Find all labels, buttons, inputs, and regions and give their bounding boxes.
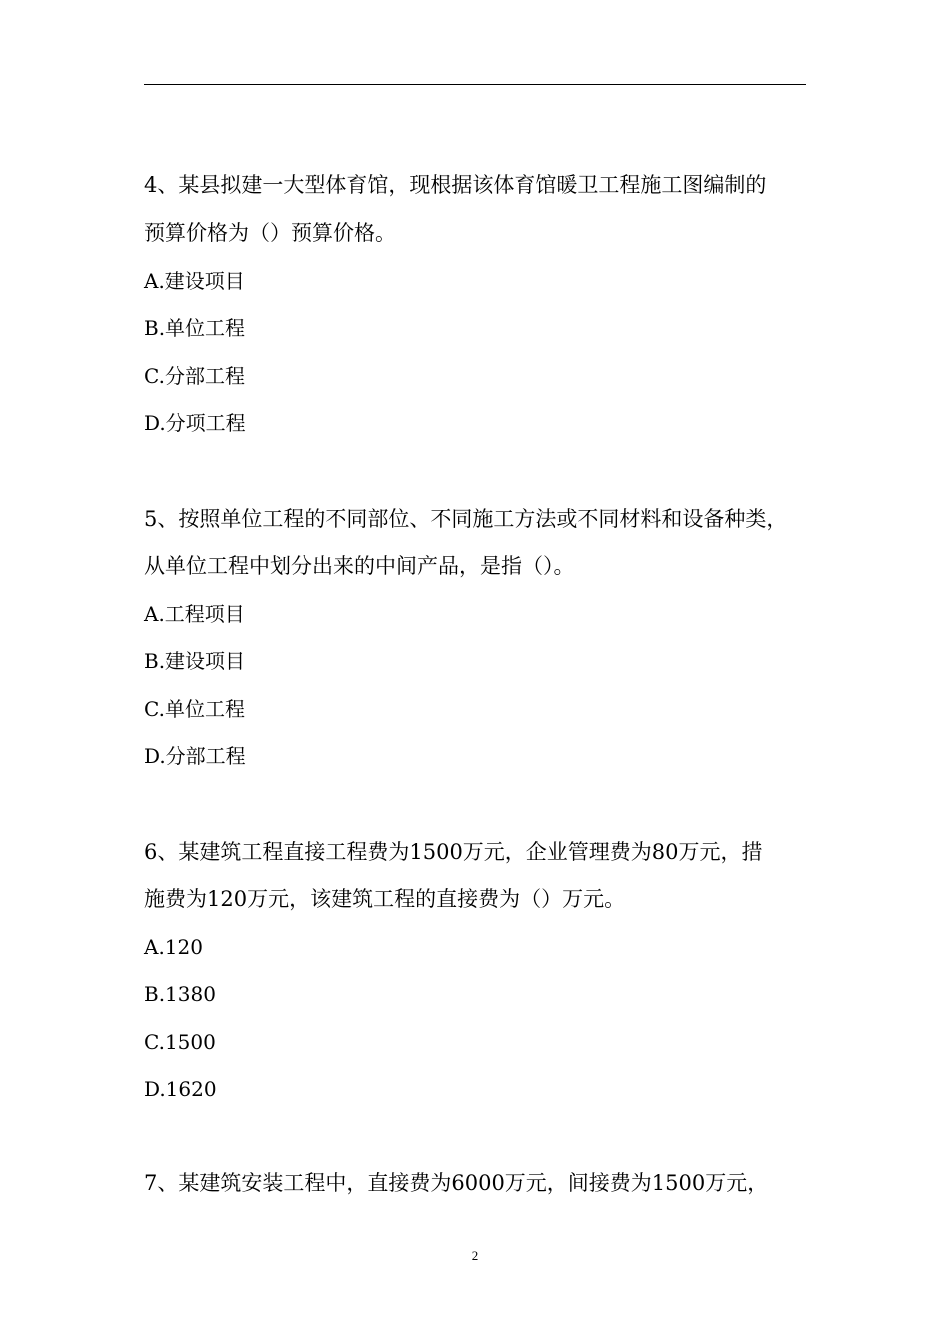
question-4-line-1: 4、某县拟建一大型体育馆，现根据该体育馆暖卫工程施工图编制的 — [144, 173, 767, 197]
question-5-option-b: B.建设项目 — [144, 649, 246, 673]
question-4-option-a: A.建设项目 — [144, 269, 245, 293]
question-6-line-1: 6、某建筑工程直接工程费为1500万元，企业管理费为80万元，措 — [144, 840, 763, 864]
question-6-option-b: B.1380 — [144, 982, 216, 1006]
question-5-option-c: C.单位工程 — [144, 697, 245, 721]
question-5-line-1: 5、按照单位工程的不同部位、不同施工方法或不同材料和设备种类， — [144, 507, 788, 531]
question-6-option-d: D.1620 — [144, 1077, 217, 1101]
question-5-option-a: A.工程项目 — [144, 602, 245, 626]
question-4-option-d: D.分项工程 — [144, 411, 246, 435]
header-rule — [144, 84, 806, 85]
question-6-line-2: 施费为120万元，该建筑工程的直接费为（）万元。 — [144, 887, 626, 911]
question-5-option-d: D.分部工程 — [144, 744, 246, 768]
page-number: 2 — [471, 1248, 479, 1263]
question-4-option-c: C.分部工程 — [144, 364, 245, 388]
question-7-line-1: 7、某建筑安装工程中，直接费为6000万元，间接费为1500万元， — [144, 1171, 769, 1195]
question-4-option-b: B.单位工程 — [144, 316, 246, 340]
question-4-line-2: 预算价格为（）预算价格。 — [144, 221, 396, 245]
question-6-option-c: C.1500 — [144, 1030, 216, 1054]
question-6-option-a: A.120 — [144, 935, 203, 959]
question-5-line-2: 从单位工程中划分出来的中间产品，是指（）。 — [144, 554, 575, 578]
